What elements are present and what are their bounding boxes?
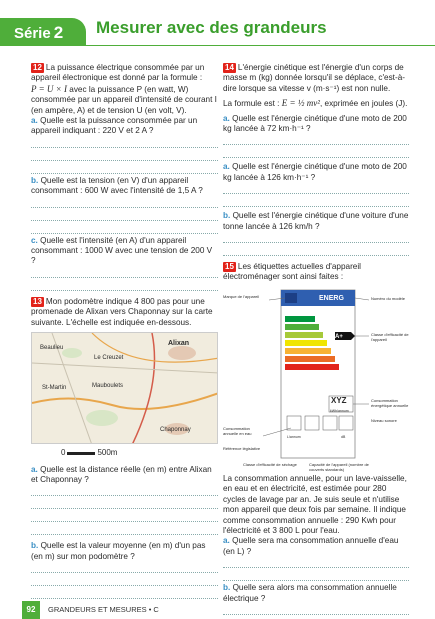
question-text: Quelle sera ma consommation annuelle d'eau (en L) ?	[223, 536, 399, 556]
question-label: c.	[31, 235, 38, 245]
map-label-mauboulets: Mauboulets	[92, 383, 124, 390]
question-text: Quelle est la puissance consommée par un appareil indiquant : 220 V et 2 A ?	[31, 116, 198, 136]
question-label: a.	[223, 536, 230, 546]
energy-label-drawing	[223, 286, 409, 472]
question-label: a.	[223, 113, 230, 123]
callout-water: Consommation annuelle en eau	[223, 425, 252, 436]
answer-line[interactable]	[31, 575, 218, 586]
map-label-creuzet: Le Creuzet	[94, 355, 124, 362]
exercise-number-badge: 15	[225, 262, 234, 272]
serie-tab	[0, 18, 86, 46]
question-label: a.	[31, 464, 38, 474]
scale-start: 0	[61, 448, 66, 458]
exercise-text: La consommation annuelle, pour un lave-vaisselle, en eau et en électricité, est estimée pour 280 cycles de lavage par an. Je suis seule et n'utilise mon appareil que deux fois par semaine. Il indique comme consommation annuelle : 290 Kwh pour l'électricité et 3 800 L pour l'eau.	[223, 473, 407, 535]
question-label: b.	[223, 583, 231, 593]
formula-label: La formule est :	[223, 99, 280, 109]
exercise-intro: L'énergie cinétique est l'énergie d'un corps de masse m (kg) donnée lorsqu'il se déplace, c'est-à-dire lorsque sa vitesse v (m·s⁻¹) est non nulle.	[223, 63, 405, 93]
map-label-beaulieu: Beaulieu	[40, 345, 64, 352]
answer-line[interactable]	[31, 267, 218, 278]
answer-line[interactable]	[31, 562, 218, 573]
question-text: Quelle sera alors ma consommation annuelle électrique ?	[223, 583, 397, 603]
answer-line[interactable]	[31, 280, 218, 291]
page-header	[0, 0, 435, 44]
exercise-number-badge: 13	[33, 296, 42, 306]
serie-number: 2	[53, 23, 64, 42]
question-text: Quelle est la distance réelle (en m) entre Alixan et Chaponnay ?	[31, 464, 212, 484]
question-label: b.	[223, 211, 231, 221]
exercise-intro: La puissance électrique consommée par un appareil électronique est donné par la formule :	[31, 63, 205, 83]
page-number: 92	[22, 601, 40, 619]
exercise-14	[223, 63, 409, 256]
question-text: Quelle est l'énergie cinétique d'une moto de 200 kg lancée à 126 km·h⁻¹ ?	[223, 162, 407, 182]
answer-line[interactable]	[31, 210, 218, 221]
formula-unit: , exprimée en joules (J).	[319, 99, 408, 109]
exercise-number-badge: 12	[33, 63, 42, 72]
question-label: b.	[31, 175, 39, 185]
answer-line[interactable]	[31, 223, 218, 234]
answer-line[interactable]	[31, 498, 218, 509]
callout-drying: Classe d'efficacité de séchage	[243, 461, 297, 467]
callout-capacity: Capacité de l'appareil (nombre de couverts standards)	[309, 461, 369, 472]
footer-text: GRANDEURS ET MESURES • C	[48, 605, 159, 614]
callout-brand: Marque de l'appareil	[223, 293, 260, 299]
callout-consumption: Consommation énergétique annuelle	[371, 397, 409, 408]
answer-line[interactable]	[31, 197, 218, 208]
exercise-13	[31, 297, 218, 599]
energy-grade: A+	[335, 333, 343, 340]
answer-line[interactable]	[31, 150, 218, 161]
answer-line[interactable]	[223, 570, 409, 581]
water-unit: L/annum	[287, 434, 301, 439]
serie-label: Série	[14, 25, 51, 42]
noise-unit: dB	[341, 434, 346, 439]
answer-line[interactable]	[31, 163, 218, 174]
exercise-number-badge: 14	[225, 63, 234, 72]
page-footer	[0, 591, 435, 619]
exercise-intro: Les étiquettes actuelles d'appareil électroménager sont ainsi faites :	[223, 262, 361, 282]
title-divider	[86, 45, 435, 46]
formula: E = ½ mv²	[281, 98, 320, 109]
answer-line[interactable]	[223, 557, 409, 568]
answer-line[interactable]	[223, 245, 409, 256]
callout-class: Classe d'efficacité de l'appareil	[371, 331, 409, 342]
map-label-alixan: Alixan	[168, 340, 190, 348]
answer-line[interactable]	[223, 196, 409, 207]
map-scale	[61, 448, 218, 458]
exercise-intro-2: avec la puissance P (en watt, W) consommée par un appareil d'intensité de courant I (en ampère, A) et de tension U (en volt, V).	[31, 84, 217, 115]
answer-line[interactable]	[223, 183, 409, 194]
formula: P = U × I	[31, 83, 67, 94]
answer-line[interactable]	[31, 485, 218, 496]
callout-model: Numéro du modèle	[371, 295, 406, 301]
answer-line[interactable]	[223, 147, 409, 158]
answer-line[interactable]	[223, 134, 409, 145]
page-title: Mesurer avec des grandeurs	[96, 18, 327, 37]
exercise-12	[31, 63, 218, 291]
exercise-intro: Mon podomètre indique 4 800 pas pour une promenade de Alixan vers Chaponnay sur la carte suivante. L'échelle est indiquée en-dessous.	[31, 296, 213, 327]
question-label: a.	[223, 162, 230, 172]
scale-bar	[67, 452, 95, 455]
energy-label-figure	[223, 286, 409, 472]
exercise-15	[223, 262, 409, 615]
map-label-stmartin: St-Martin	[42, 385, 67, 392]
question-text: Quelle est la valeur moyenne (en m) d'un pas (en m) sur mon podomètre ?	[31, 541, 206, 561]
question-text: Quelle est l'énergie cinétique d'une voiture d'une tonne lancée à 126 km/h ?	[223, 211, 409, 231]
consumption-unit: kWh/annum	[330, 408, 349, 413]
consumption-value: XYZ	[331, 395, 347, 405]
question-text: Quelle est l'énergie cinétique d'une moto de 200 kg lancée à 72 km·h⁻¹ ?	[223, 113, 407, 134]
answer-line[interactable]	[31, 524, 218, 535]
map-label-chaponnay: Chaponnay	[160, 427, 191, 434]
question-label: a.	[31, 116, 38, 126]
question-text: Quelle est la tension (en V) d'un appareil consommant : 600 W avec l'intensité de 1,5 A ?	[31, 175, 203, 196]
scale-end: 500m	[97, 448, 118, 458]
question-text: Quelle est l'intensité (en A) d'un appareil consommant : 1000 W avec une tension de 200 V ?	[31, 235, 213, 266]
answer-line[interactable]	[223, 232, 409, 243]
callout-regulation: Référence législative	[223, 445, 261, 451]
left-column	[31, 63, 218, 603]
answer-line[interactable]	[31, 137, 218, 148]
answer-line[interactable]	[31, 511, 218, 522]
right-column	[223, 63, 409, 619]
energy-label-logo: ENERG	[319, 294, 344, 302]
callout-noise: Niveau sonore	[371, 417, 397, 423]
map-image	[31, 332, 218, 444]
question-label: b.	[31, 541, 39, 551]
